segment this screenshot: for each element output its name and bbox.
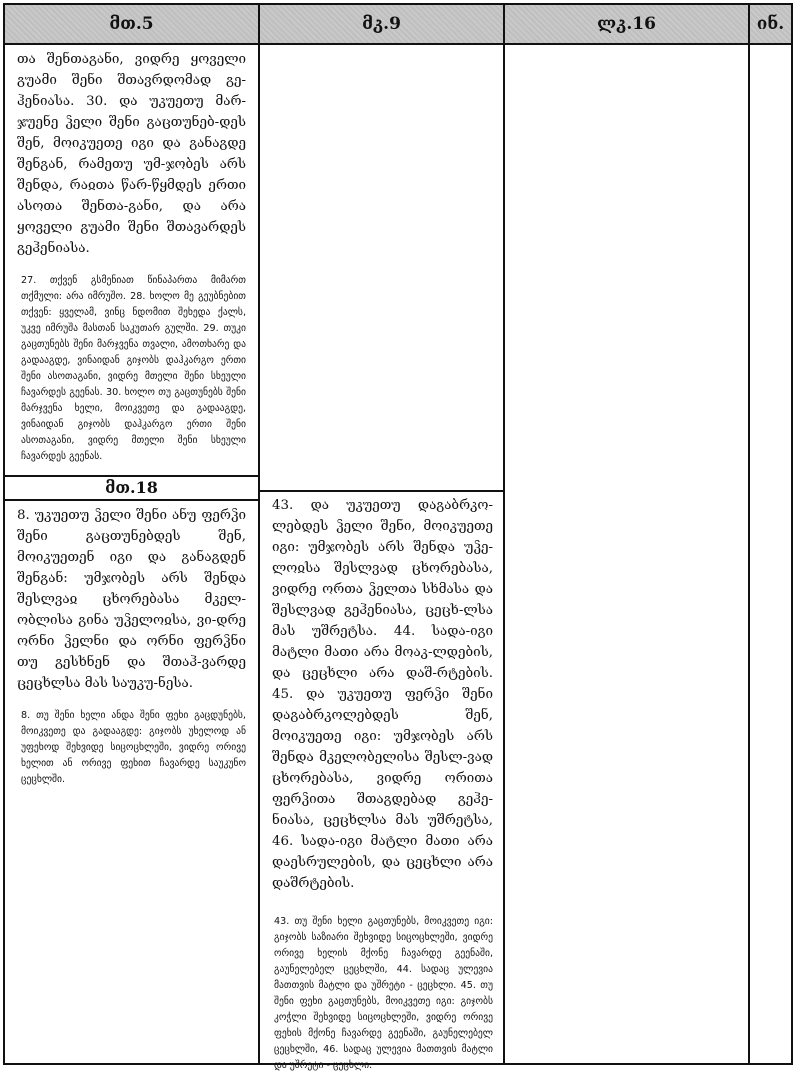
header-mark: მკ.9 — [362, 14, 401, 34]
column-divider-3 — [748, 5, 750, 1063]
section-heading: მთ.18 — [105, 478, 158, 497]
column-matthew — [5, 45, 258, 788]
column-mark — [260, 495, 503, 1074]
old-georgian-text: თა შენთაგანი, ვიდრე ყოველი გუამი შენი შთავრდომად გე-ჰენიასა. 30. და უკუეთუ მარ-ჯუენე ჴელი შენი გაცთუნებ-დეს შენ, მოიკუეთე იგი და განაგდე შენგან, რამეთუ უმ-ჯობეს არს შენდა, რაჲთა წარ-წყმდეს ერთი ასოთა შენთა-განი, და არა ყოველი გუამი შენი შთავარდეს გეჰენიასა. — [17, 52, 246, 256]
header-matthew: მთ.5 — [109, 14, 154, 34]
header-luke: ლკ.16 — [597, 14, 656, 34]
modern-georgian-text: 27. თქვენ გსმენიათ წინაპართა მიმართ თქმული: არა იმრუშო. 28. ხოლო მე გეუბნებით თქვენ: ყველამ, ვინც ნდომით შეხედა ქალს, უკვე იმრუშა მასთან საკუთარ გულში. 29. თუკი გაცთუნებს შენი მარჯვენა თვალი, ამოთხარე და გადააგდე, ვინაიდან გიჯობს დაჰკარგო ერთი შენი ასოთაგანი, ვიდრე მთელი შენი სხეული ჩავარდეს გეენას. 30. ხოლო თუ გაცთუნებს შენი მარჯვენა ხელი, მოიკვეთე და გადააგდე, ვინაიდან გიჯობს დაჰკარგო ერთი შენი ასოთაგანი, ვიდრე მთელი შენი სხეული ჩავარდეს გეენას. — [21, 275, 246, 462]
document-page — [3, 3, 793, 1071]
old-georgian-text: 8. უკუეთუ ჴელი შენი ანუ ფერჴი შენი გაცთუნებდეს შენ, მოიკუეთენ იგი და განაგდენ შენგან: უმჯობეს არს შენდა შესლვაჲ ცხორებასა მკელ-ობლისა გინა უჴელოჲსა, ვი-დრე ორნი ჴელნი და ორნი ფერჴნი თუ გესხნენ და შთაჰ-ვარდე ცეცხლსა მას საუკუ-ნესა. — [17, 508, 246, 691]
column-divider-2 — [503, 5, 505, 1063]
old-georgian-text: 43. და უკუეთუ დაგაბრკო-ლებდეს ჴელი შენი, მოიკუეთე იგი: უმჯობეს არს შენდა უჴე-ლოჲსა შესლვად ცხორებასა, ვიდრე ორთა ჴელთა სხმასა და შესლვად გეჰენიასა, ცეცხ-ლსა მას უშრეტსა. 44. სადა-იგი მატლი მათი არა მოაკ-ლდების, და ცეცხლი არა დაშ-რტების. 45. და უკუეთუ ფერჴი შენი დაგაბრკოლებდეს შენ, მოიკუეთე იგი: უმჯობეს არს შენდა მკელობელისა შესლ-ვად ცხორებასა, ვიდრე ორითა ფერჴითა შთაგდებად გეჰე-ნიასა, ცეცხლსა მას უშრეტსა, 46. სადა-იგი მატლი მათი არა დაესრულების, და ცეცხლი არა დაშრტების. — [272, 498, 493, 891]
header-john: ინ. — [756, 14, 785, 34]
column-header-row — [5, 5, 791, 45]
section-divider — [260, 490, 503, 492]
modern-georgian-text: 8. თუ შენი ხელი ანდა შენი ფეხი გაცდუნებს, მოიკვეთე და გადააგდე: გიჯობს უხელოდ ან უფეხოდ შეხვიდე სიცოცხლეში, ვიდრე ორივე ხელით ან ორივე ფეხით ჩავარდე საუკუნო ცეცხლში. — [21, 710, 246, 785]
modern-georgian-text: 43. თუ შენი ხელი გაცთუნებს, მოიკვეთე იგი: გიჯობს საზიარი შეხვიდე სიცოცხლეში, ვიდრე ორივე ხელის მქონე ჩავარდე გეენაში, გაუნელებელ ცეცხლში, 44. სადაც ულევია მათთვის მატლი და უშრეტი - ცეცხლი. 45. თუ შენი ფეხი გაცთუნებს, მოიკვეთე იგი: გიჯობს კოჭლი შეხვიდე სიცოცხლეში, ვიდრე ორივე ფეხის მქონე ჩავარდე გეენაში, გაუნელებელ ცეცხლში, 46. სადაც ულევია მათთვის მატლი და უშრეტი - ცეცხლი. — [274, 916, 493, 1071]
